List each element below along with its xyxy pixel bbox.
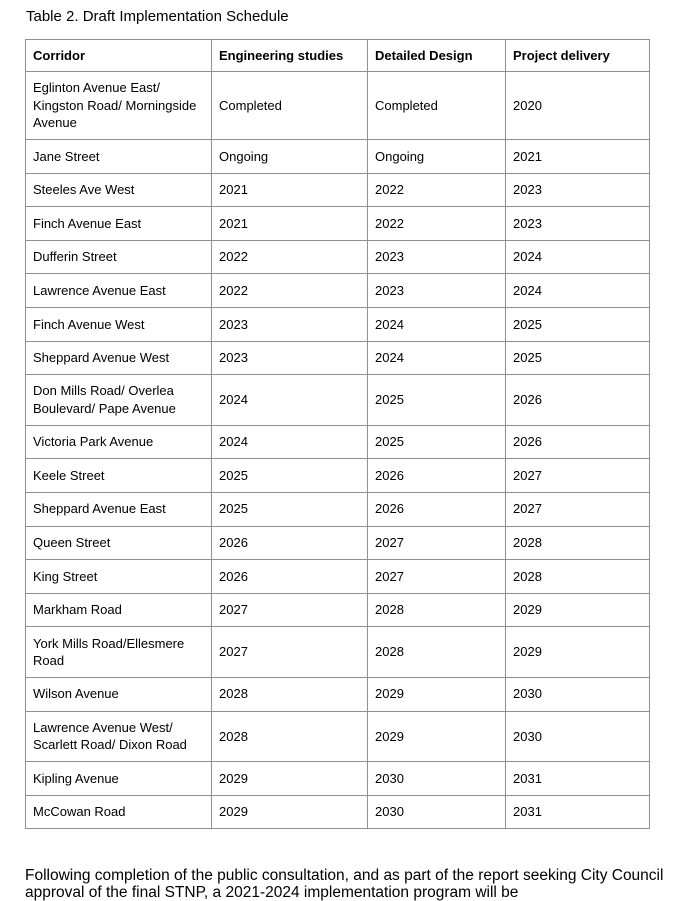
table-header-row: [26, 40, 650, 72]
corridor-cell: Wilson Avenue: [26, 677, 212, 711]
table-row: [26, 795, 650, 829]
corridor-cell: York Mills Road/Ellesmere Road: [26, 627, 212, 678]
table-caption: Table 2. Draft Implementation Schedule: [26, 8, 289, 25]
engineering-studies-cell: Completed: [212, 72, 368, 140]
corridor-cell: Markham Road: [26, 593, 212, 627]
engineering-studies-cell: 2027: [212, 627, 368, 678]
corridor-cell: Steeles Ave West: [26, 173, 212, 207]
project-delivery-cell: 2023: [506, 207, 650, 241]
engineering-studies-cell: 2025: [212, 459, 368, 493]
table-row: [26, 526, 650, 560]
engineering-studies-cell: 2026: [212, 560, 368, 594]
engineering-studies-cell: 2027: [212, 593, 368, 627]
table-row: [26, 72, 650, 140]
corridor-cell: Victoria Park Avenue: [26, 425, 212, 459]
project-delivery-cell: 2030: [506, 677, 650, 711]
project-delivery-cell: 2025: [506, 307, 650, 341]
table-row: [26, 341, 650, 375]
detailed-design-cell: 2028: [368, 627, 506, 678]
project-delivery-cell: 2024: [506, 274, 650, 308]
detailed-design-cell: 2027: [368, 526, 506, 560]
engineering-studies-cell: 2028: [212, 711, 368, 762]
detailed-design-cell: 2026: [368, 492, 506, 526]
engineering-studies-cell: 2029: [212, 795, 368, 829]
table-row: [26, 207, 650, 241]
project-delivery-cell: 2029: [506, 593, 650, 627]
project-delivery-cell: 2024: [506, 240, 650, 274]
detailed-design-cell: 2024: [368, 307, 506, 341]
corridor-cell: Sheppard Avenue West: [26, 341, 212, 375]
engineering-studies-cell: 2023: [212, 307, 368, 341]
engineering-studies-cell: 2022: [212, 240, 368, 274]
engineering-studies-cell: 2029: [212, 762, 368, 796]
engineering-studies-cell: 2022: [212, 274, 368, 308]
table-row: [26, 425, 650, 459]
column-header-project-delivery: Project delivery: [506, 40, 650, 72]
column-header-engineering-studies: Engineering studies: [212, 40, 368, 72]
detailed-design-cell: 2026: [368, 459, 506, 493]
corridor-cell: Keele Street: [26, 459, 212, 493]
table-row: [26, 375, 650, 426]
corridor-cell: Dufferin Street: [26, 240, 212, 274]
corridor-cell: Jane Street: [26, 140, 212, 174]
table-row: [26, 173, 650, 207]
corridor-cell: Sheppard Avenue East: [26, 492, 212, 526]
detailed-design-cell: 2023: [368, 274, 506, 308]
project-delivery-cell: 2021: [506, 140, 650, 174]
detailed-design-cell: 2030: [368, 762, 506, 796]
project-delivery-cell: 2026: [506, 425, 650, 459]
corridor-cell: Finch Avenue East: [26, 207, 212, 241]
table-row: [26, 307, 650, 341]
detailed-design-cell: 2023: [368, 240, 506, 274]
project-delivery-cell: 2031: [506, 762, 650, 796]
project-delivery-cell: 2027: [506, 459, 650, 493]
corridor-cell: McCowan Road: [26, 795, 212, 829]
table-row: [26, 560, 650, 594]
table-row: [26, 492, 650, 526]
implementation-schedule-table: [25, 39, 650, 829]
detailed-design-cell: Completed: [368, 72, 506, 140]
detailed-design-cell: 2025: [368, 375, 506, 426]
project-delivery-cell: 2030: [506, 711, 650, 762]
engineering-studies-cell: 2021: [212, 173, 368, 207]
corridor-cell: Kipling Avenue: [26, 762, 212, 796]
project-delivery-cell: 2027: [506, 492, 650, 526]
detailed-design-cell: 2025: [368, 425, 506, 459]
detailed-design-cell: 2024: [368, 341, 506, 375]
column-header-detailed-design: Detailed Design: [368, 40, 506, 72]
table-row: [26, 762, 650, 796]
project-delivery-cell: 2025: [506, 341, 650, 375]
engineering-studies-cell: 2025: [212, 492, 368, 526]
detailed-design-cell: 2022: [368, 207, 506, 241]
detailed-design-cell: 2029: [368, 677, 506, 711]
table-row: [26, 274, 650, 308]
engineering-studies-cell: 2024: [212, 375, 368, 426]
corridor-cell: Finch Avenue West: [26, 307, 212, 341]
project-delivery-cell: 2028: [506, 526, 650, 560]
engineering-studies-cell: 2023: [212, 341, 368, 375]
corridor-cell: Don Mills Road/ Overlea Boulevard/ Pape Avenue: [26, 375, 212, 426]
table-row: [26, 459, 650, 493]
engineering-studies-cell: 2024: [212, 425, 368, 459]
corridor-cell: King Street: [26, 560, 212, 594]
table-row: [26, 140, 650, 174]
table-row: [26, 627, 650, 678]
project-delivery-cell: 2023: [506, 173, 650, 207]
project-delivery-cell: 2026: [506, 375, 650, 426]
following-paragraph: Following completion of the public consultation, and as part of the report seeking City Council approval of the final STNP, a 2021-2024 implementation program will be: [25, 866, 664, 901]
table-row: [26, 593, 650, 627]
detailed-design-cell: Ongoing: [368, 140, 506, 174]
detailed-design-cell: 2030: [368, 795, 506, 829]
engineering-studies-cell: Ongoing: [212, 140, 368, 174]
corridor-cell: Eglinton Avenue East/ Kingston Road/ Morningside Avenue: [26, 72, 212, 140]
engineering-studies-cell: 2028: [212, 677, 368, 711]
detailed-design-cell: 2022: [368, 173, 506, 207]
table-row: [26, 677, 650, 711]
project-delivery-cell: 2028: [506, 560, 650, 594]
project-delivery-cell: 2031: [506, 795, 650, 829]
detailed-design-cell: 2027: [368, 560, 506, 594]
project-delivery-cell: 2020: [506, 72, 650, 140]
detailed-design-cell: 2029: [368, 711, 506, 762]
corridor-cell: Queen Street: [26, 526, 212, 560]
corridor-cell: Lawrence Avenue East: [26, 274, 212, 308]
corridor-cell: Lawrence Avenue West/ Scarlett Road/ Dixon Road: [26, 711, 212, 762]
table-row: [26, 711, 650, 762]
engineering-studies-cell: 2026: [212, 526, 368, 560]
detailed-design-cell: 2028: [368, 593, 506, 627]
project-delivery-cell: 2029: [506, 627, 650, 678]
table-row: [26, 240, 650, 274]
column-header-corridor: Corridor: [26, 40, 212, 72]
engineering-studies-cell: 2021: [212, 207, 368, 241]
